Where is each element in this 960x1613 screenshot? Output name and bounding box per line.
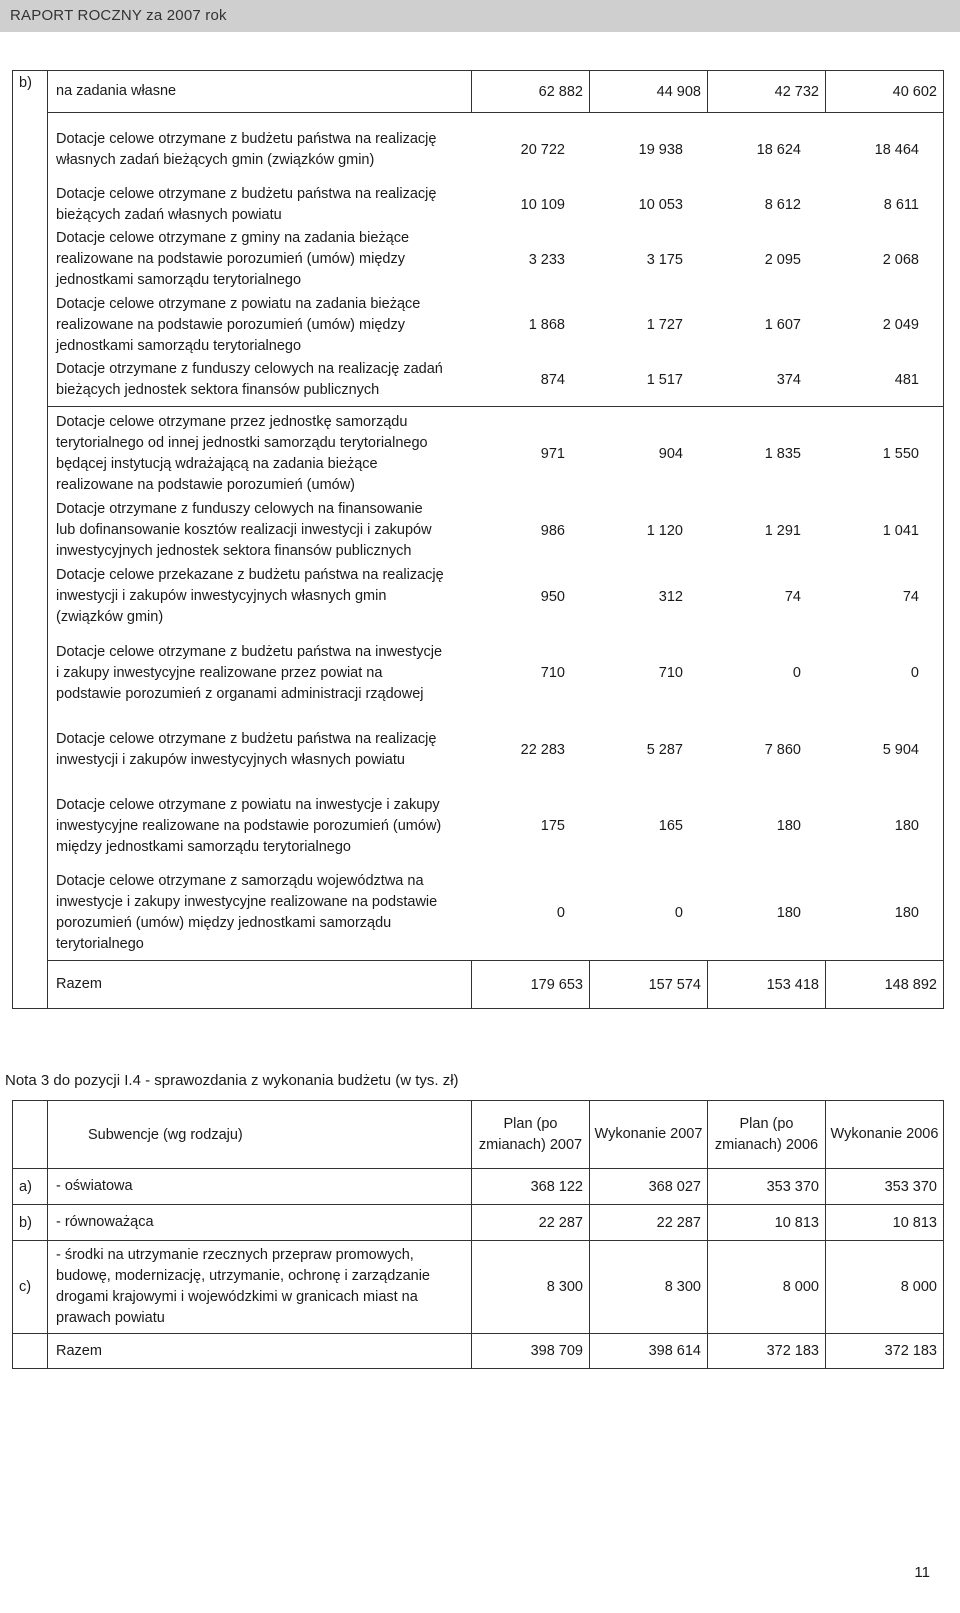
row-letter: b)	[13, 1205, 48, 1241]
cell-value: 18 464	[874, 141, 919, 158]
cell-value: 180	[894, 905, 919, 921]
row-label: Dotacje otrzymane z funduszy celowych na finansowanie lub dofinansowanie kosztów realizacji inwestycji i zakupów inwestycyjnych jednostek sektora finansów publicznych	[56, 501, 432, 559]
cell-value: 74	[902, 588, 919, 605]
total-value: 148 892	[826, 961, 944, 1009]
cell-value: 3 233	[528, 251, 565, 268]
cell-value: 904	[658, 446, 683, 462]
cell-value: 19 938	[638, 141, 683, 158]
total-value: 153 418	[708, 961, 826, 1009]
row-label: Dotacje celowe otrzymane z powiatu na inwestycje i zakupy inwestycyjne realizowane na podstawie porozumień (umów) między jednostkami samorządu terytorialnego	[56, 796, 442, 855]
subsidies-table	[12, 1100, 944, 1369]
total-value: 398 614	[590, 1334, 708, 1369]
row-label: Dotacje celowe otrzymane z powiatu na zadania bieżące realizowane na podstawie porozumień (umów) między jednostkami samorządu terytorialnego	[56, 295, 421, 354]
cell-value: 18 624	[756, 141, 801, 158]
cell-value: 10 813	[826, 1205, 944, 1241]
cell-value: 7 860	[764, 741, 801, 758]
total-value: 372 183	[826, 1334, 944, 1369]
cell-value: 368 122	[472, 1169, 590, 1205]
report-header	[0, 0, 960, 32]
cell-value: 2 095	[764, 251, 801, 268]
cell-value: 874	[540, 372, 565, 388]
total-label: Razem	[48, 1334, 472, 1369]
cell-value: 1 835	[764, 446, 801, 462]
note-caption: Nota 3 do pozycji I.4 - sprawozdania z wykonania budżetu (w tys. zł)	[5, 1072, 459, 1089]
total-value: 179 653	[472, 961, 590, 1009]
cell-value: 2 049	[882, 317, 919, 333]
row-label: Dotacje celowe otrzymane z budżetu państwa na realizację inwestycji i zakupów inwestycyjnych własnych powiatu	[56, 730, 437, 768]
cell-value: 3 175	[646, 251, 683, 268]
cell-value: 353 370	[708, 1169, 826, 1205]
revenue-table	[12, 70, 944, 1009]
cell-value: 62 882	[472, 71, 590, 113]
cell-value: 8 612	[764, 196, 801, 213]
cell-value: 5 904	[882, 741, 919, 758]
row-label: Dotacje celowe przekazane z budżetu państwa na realizację inwestycji i zakupów inwestycyjnych własnych gmin (związków gmin)	[56, 567, 444, 625]
cell-value: 950	[540, 588, 565, 605]
cell-value: 0	[910, 665, 919, 681]
cell-value: 22 283	[520, 741, 565, 758]
row-label: na zadania własne	[48, 71, 472, 113]
cell-value: 42 732	[708, 71, 826, 113]
cell-value: 0	[792, 665, 801, 681]
cell-value: 710	[658, 665, 683, 681]
cell-value: 1 727	[646, 317, 683, 333]
cell-value: 1 291	[764, 522, 801, 539]
row-label: Dotacje celowe otrzymane z budżetu państwa na realizację własnych zadań bieżących gmin (związków gmin)	[56, 130, 437, 168]
cell-value: 74	[784, 588, 801, 605]
total-value: 157 574	[590, 961, 708, 1009]
total-value: 398 709	[472, 1334, 590, 1369]
row-label: - oświatowa	[48, 1169, 472, 1205]
header-wykonanie-2006: Wykonanie 2006	[826, 1101, 944, 1169]
group-block	[48, 407, 944, 961]
row-label: Dotacje celowe otrzymane przez jednostkę samorządu terytorialnego od innej jednostki samorządu terytorialnego będącej instytucją wdrażającą na zadania bieżące realizowane na podstawie porozumień (umów)	[56, 414, 428, 493]
cell-value: 1 120	[646, 522, 683, 539]
header-wykonanie-2007: Wykonanie 2007	[590, 1101, 708, 1169]
cell-value: 0	[674, 905, 683, 921]
header-plan-2007: Plan (po zmianach) 2007	[472, 1101, 590, 1169]
total-value: 372 183	[708, 1334, 826, 1369]
row-label: Dotacje celowe otrzymane z budżetu państwa na inwestycje i zakupy inwestycyjne realizowane przez powiat na podstawie porozumień z organami administracji rządowej	[56, 643, 443, 702]
cell-value: 8 611	[883, 196, 919, 213]
row-letter: b)	[13, 71, 48, 1009]
row-label: Dotacje celowe otrzymane z samorządu województwa na inwestycje i zakupy inwestycyjne realizowane na podstawie porozumień (umów) między jednostkami samorządu terytorialnego	[56, 873, 438, 952]
cell-value: 710	[540, 665, 565, 681]
cell-value: 481	[894, 372, 919, 388]
cell-value: 1 550	[882, 446, 919, 462]
cell-value: 5 287	[646, 741, 683, 758]
row-letter	[13, 1334, 48, 1369]
cell-value: 353 370	[826, 1169, 944, 1205]
row-label: Dotacje celowe otrzymane z gminy na zadania bieżące realizowane na podstawie porozumień (umów) między jednostkami samorządu terytorialnego	[56, 230, 410, 288]
cell-value: 10 813	[708, 1205, 826, 1241]
cell-value: 368 027	[590, 1169, 708, 1205]
cell-value: 312	[658, 588, 683, 605]
page-number: 11	[914, 1564, 930, 1581]
row-label: Dotacje celowe otrzymane z budżetu państwa na realizację bieżących zadań własnych powiatu	[56, 185, 437, 223]
cell-value: 8 000	[826, 1241, 944, 1334]
cell-value: 40 602	[826, 71, 944, 113]
cell-value: 180	[776, 818, 801, 834]
cell-value: 10 109	[520, 196, 565, 213]
cell-value: 0	[556, 905, 565, 921]
cell-value: 374	[776, 372, 801, 388]
row-letter: a)	[13, 1169, 48, 1205]
cell-value: 1 607	[764, 317, 801, 333]
row-label: - równoważąca	[48, 1205, 472, 1241]
cell-value: 165	[658, 818, 683, 834]
cell-value: 971	[540, 446, 565, 462]
header-plan-2006: Plan (po zmianach) 2006	[708, 1101, 826, 1169]
cell-value: 180	[894, 818, 919, 834]
cell-value: 44 908	[590, 71, 708, 113]
cell-value: 8 300	[590, 1241, 708, 1334]
cell-value: 1 868	[528, 317, 565, 333]
cell-value: 1 041	[882, 522, 919, 539]
cell-value: 986	[540, 522, 565, 539]
cell-value: 8 300	[472, 1241, 590, 1334]
total-label: Razem	[48, 961, 472, 1009]
cell-value: 22 287	[472, 1205, 590, 1241]
header-blank	[13, 1101, 48, 1169]
cell-value: 8 000	[708, 1241, 826, 1334]
cell-value: 10 053	[638, 196, 683, 213]
cell-value: 180	[776, 905, 801, 921]
cell-value: 1 517	[646, 372, 683, 388]
row-letter: c)	[13, 1241, 48, 1334]
row-label: Dotacje otrzymane z funduszy celowych na realizację zadań bieżących jednostek sektora finansów publicznych	[56, 361, 443, 398]
header-name: Subwencje (wg rodzaju)	[48, 1101, 472, 1169]
group-block	[48, 113, 944, 407]
cell-value: 175	[540, 818, 565, 834]
cell-value: 20 722	[520, 141, 565, 158]
cell-value: 22 287	[590, 1205, 708, 1241]
cell-value: 2 068	[882, 251, 919, 268]
row-label: - środki na utrzymanie rzecznych przepraw promowych, budowę, modernizację, utrzymanie, ochronę i zarządzanie drogami krajowymi i wojewódzkimi w granicach miast na prawach powiatu	[48, 1241, 472, 1334]
report-title: RAPORT ROCZNY za 2007 rok	[10, 7, 227, 24]
